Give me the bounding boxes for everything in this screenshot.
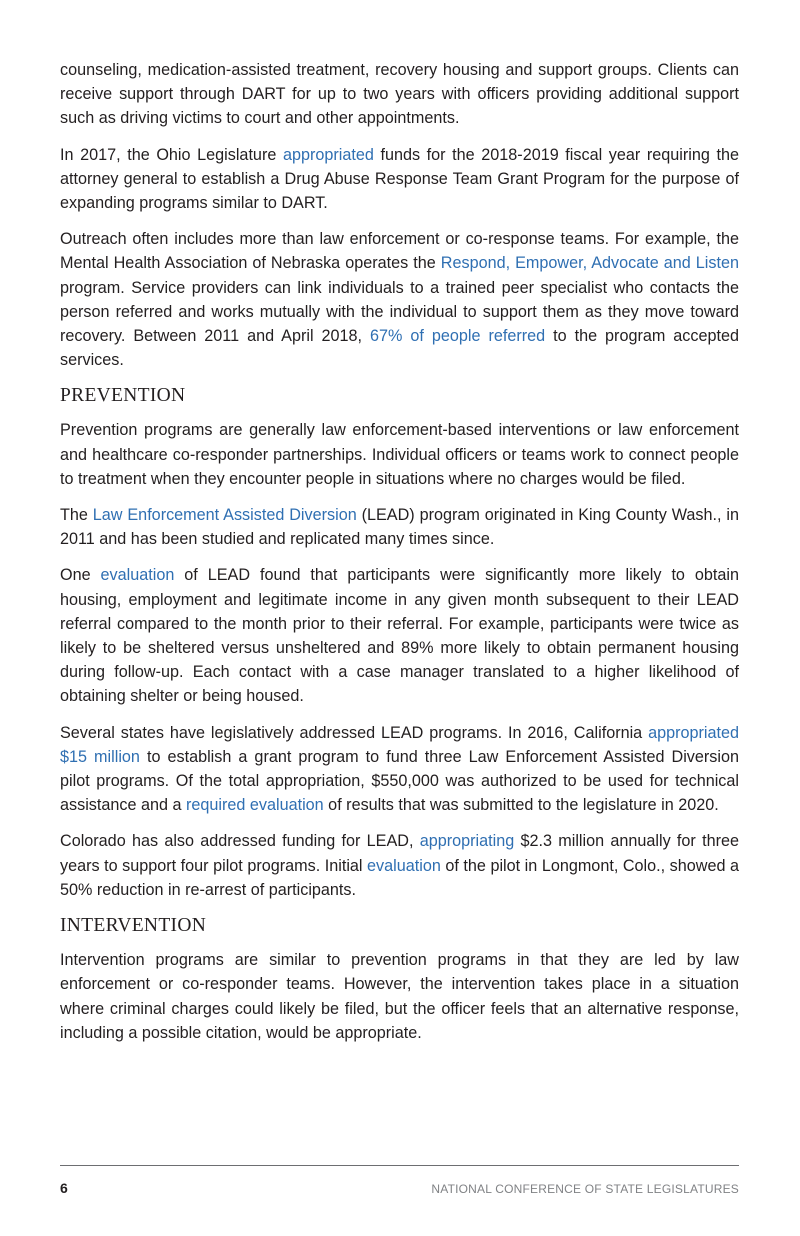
link-required-evaluation[interactable]: required evaluation — [185, 796, 324, 815]
link-respond-empower-advocate-listen[interactable]: Respond, Empower, Advocate and Listen — [440, 254, 739, 273]
paragraph-ohio-legislature: In 2017, the Ohio Legislature appropriated funds for the 2018-2019 fiscal year requiring the attorney general to establish a Drug Abuse Response Team Grant Program for the purpose of expanding programs similar to DART. — [60, 145, 739, 213]
link-appropriating[interactable]: appropriating — [419, 832, 515, 851]
paragraph-dart-support: counseling, medication-assisted treatment, recovery housing and support groups. Clients can receive support through DART for up to two years with officers providing additional support such as driving victims to court and other appointments. — [60, 61, 739, 128]
page-body — [60, 58, 739, 1057]
link-colorado-evaluation[interactable]: evaluation — [367, 856, 441, 875]
link-evaluation[interactable]: evaluation — [100, 566, 175, 585]
paragraph-lead-evaluation: One evaluation of LEAD found that participants were significantly more likely to obtain housing, employment and legitimate income in any given month subsequent to their LEAD referral compared to the month prior to their referral. For example, participants were twice as likely to be sheltered versus unsheltered and 89% more likely to obtain permanent housing during follow-up. Each contact with a case manager translated to a higher likelihood of obtaining shelter or being housed. — [60, 566, 739, 706]
link-lead[interactable]: Law Enforcement Assisted Diversion — [92, 506, 357, 525]
footer-organization: NATIONAL CONFERENCE OF STATE LEGISLATURES — [431, 1182, 739, 1196]
paragraph-california-lead: Several states have legislatively addressed LEAD programs. In 2016, California appropriated $15 million to establish a grant program to fund three Law Enforcement Assisted Diversion pilot programs. Of the total appropriation, $550,000 was authorized to be used for technical assistance and a required evaluation of results that was submitted to the legislature in 2020. — [60, 723, 739, 815]
paragraph-outreach: Outreach often includes more than law enforcement or co-response teams. For example, the Mental Health Association of Nebraska operates the Respond, Empower, Advocate and Listen program. Service providers can link individuals to a trained peer specialist who contacts the person referred and works mutually with the individual to support them as they move toward recovery. Between 2011 and April 2018, 67% of people referred to the program accepted services. — [60, 230, 739, 370]
page-number: 6 — [60, 1180, 68, 1196]
heading-prevention: PREVENTION — [60, 385, 186, 407]
link-appropriated[interactable]: appropriated — [282, 145, 374, 164]
page-footer — [60, 1165, 739, 1196]
link-67-percent-referred[interactable]: 67% of people referred — [370, 327, 546, 346]
link-appropriated-15-million[interactable]: appropriated $15 million — [60, 723, 739, 766]
paragraph-intervention-programs: Intervention programs are similar to prevention programs in that they are led by law enforcement or co-responder teams. However, the intervention takes place in a situation where criminal charges could likely be filed, but the officer feels that an alternative response, including a possible citation, would be appropriate. — [60, 951, 739, 1042]
paragraph-prevention-programs: Prevention programs are generally law enforcement-based interventions or law enforcement and healthcare co-responder partnerships. Individual officers or teams work to connect people to treatment when they encounter people in situations where no charges would be filed. — [60, 421, 739, 488]
paragraph-colorado-lead: Colorado has also addressed funding for LEAD, appropriating $2.3 million annually for three years to support four pilot programs. Initial evaluation of the pilot in Longmont, Colo., showed a 50% reduction in re-arrest of participants. — [60, 832, 739, 899]
heading-intervention: INTERVENTION — [60, 915, 207, 937]
paragraph-lead-origin: The Law Enforcement Assisted Diversion (LEAD) program originated in King County Wash., in 2011 and has been studied and replicated many times since. — [60, 506, 739, 549]
